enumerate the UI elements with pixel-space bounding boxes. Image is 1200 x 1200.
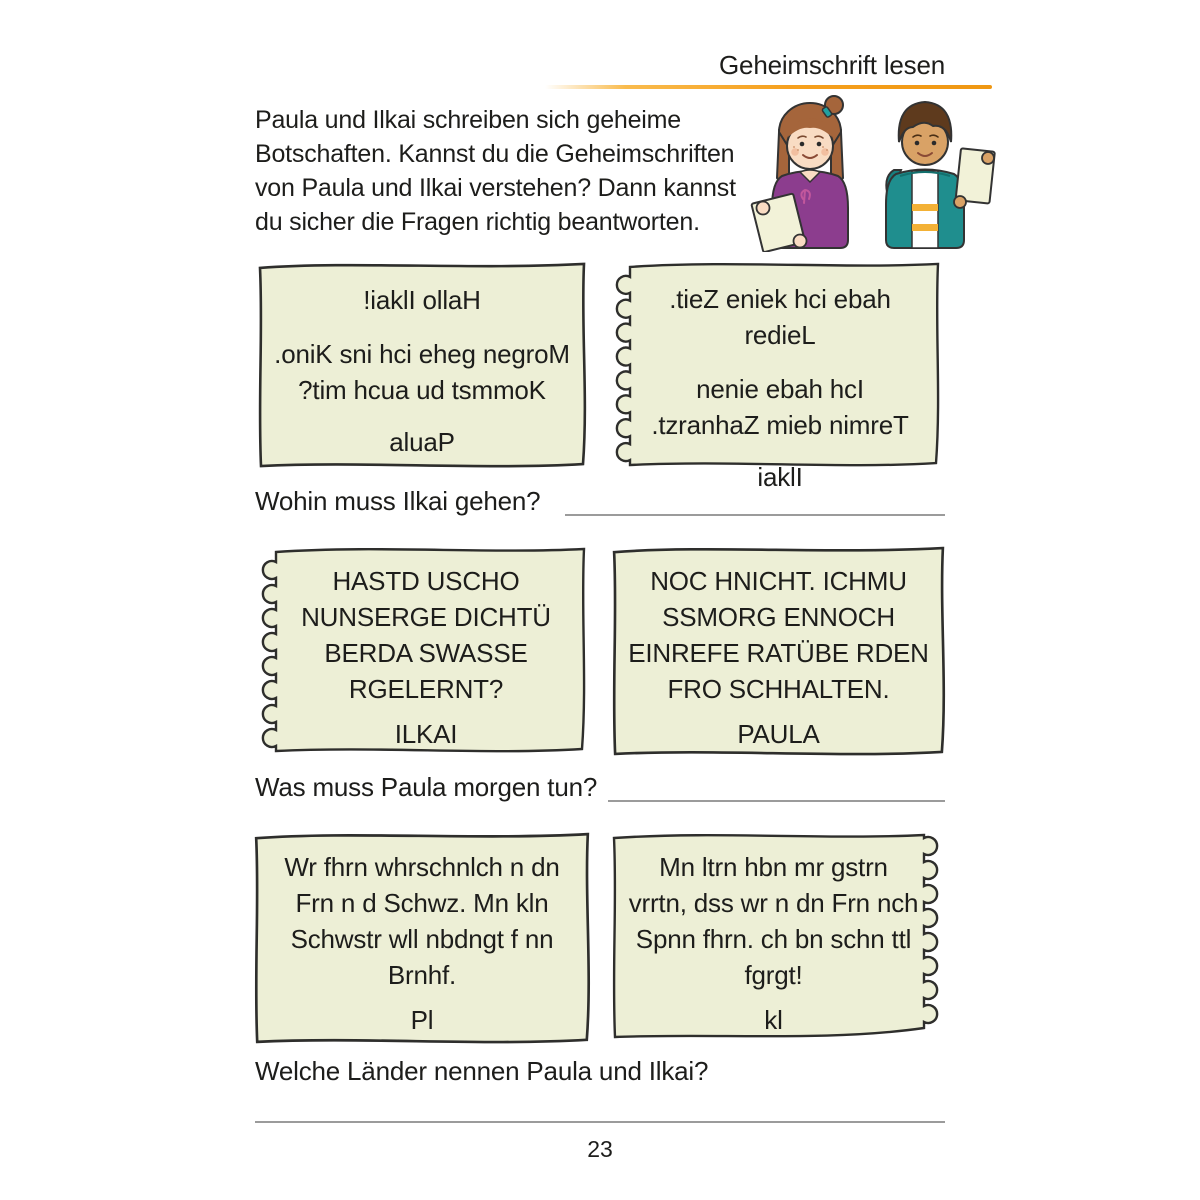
note-text [628, 828, 919, 1046]
question-2-answer-line[interactable] [608, 800, 945, 802]
intro-line: du sicher die Fragen richtig beantworten. [255, 208, 700, 236]
question-1-answer-line[interactable] [565, 514, 945, 516]
note-line: Schwstr wll nbdngt f nn [290, 924, 554, 954]
note-line: HASTD USCHO [332, 566, 520, 596]
secret-note-ilkai-3 [606, 828, 953, 1046]
note-line: Wr fhrn whrschnlch n dn [284, 852, 560, 882]
note-signature: aluaP [389, 427, 455, 457]
question-2-label: Was muss Paula morgen tun? [255, 772, 598, 802]
note-line: vrrtn, dss wr n dn Frn nch [628, 888, 919, 918]
note-signature: PAULA [737, 719, 820, 749]
secret-note-ilkai-2 [248, 542, 592, 758]
note-line: Frn n d Schwz. Mn kln [295, 888, 549, 918]
note-signature: iaklI [757, 462, 803, 492]
note-text [282, 542, 570, 758]
note-signature: kl [764, 1005, 783, 1035]
note-line: BERDA SWASSE [324, 638, 528, 668]
note-text [274, 258, 570, 471]
note-line: NOC HNICHT. ICHMU [650, 566, 907, 596]
intro-line: Botschaften. Kannst du die Geheimschriften [255, 140, 735, 168]
note-line: !iaklI ollaH [363, 285, 481, 315]
note-text [636, 257, 924, 492]
question-3-answer-line[interactable] [255, 1121, 945, 1123]
note-line: RGELERNT? [348, 674, 504, 704]
header-rule [545, 85, 992, 89]
note-line: fgrgt! [744, 960, 803, 990]
note-line: .oniK sni hci eheg negroM [274, 339, 570, 369]
note-line: EINREFE RATÜBE RDEN [628, 638, 929, 668]
children-illustration [748, 90, 996, 252]
note-line: .tieZ eniek hci ebah redieL [669, 284, 891, 350]
note-text [628, 542, 929, 759]
secret-note-paula-2 [606, 542, 951, 759]
page-title: Geheimschrift lesen [719, 50, 945, 80]
secret-note-paula-1 [252, 258, 592, 471]
note-line: SSMORG ENNOCH [662, 602, 895, 632]
secret-note-paula-3 [248, 828, 596, 1047]
note-line: .tzranhaZ mieb nimreT [651, 410, 909, 440]
note-signature: ILKAI [394, 719, 458, 749]
question-1-label: Wohin muss Ilkai gehen? [255, 486, 541, 516]
note-line: nenie ebah hcI [696, 374, 864, 404]
page-number: 23 [587, 1136, 613, 1162]
children-illustration-svg [748, 90, 996, 252]
girl-illustration [751, 96, 848, 252]
note-signature: Pl [410, 1005, 434, 1035]
note-line: Mn ltrn hbn mr gstrn [659, 852, 888, 882]
note-line: FRO SCHHALTEN. [667, 674, 890, 704]
question-3-label: Welche Länder nennen Paula und Ilkai? [255, 1056, 709, 1086]
intro-line: von Paula und Ilkai verstehen? Dann kannst [255, 174, 736, 202]
intro-line: Paula und Ilkai schreiben sich geheime [255, 106, 681, 134]
intro-paragraph [255, 103, 785, 239]
note-line: ?tim hcua ud tsmmoK [298, 375, 546, 405]
note-text [270, 828, 574, 1047]
boy-illustration [886, 102, 995, 248]
note-line: NUNSERGE DICHTÜ [301, 602, 551, 632]
secret-note-ilkai-1 [602, 257, 946, 492]
note-line: Brnhf. [387, 960, 457, 990]
note-line: Spnn fhrn. ch bn schn ttl [635, 924, 912, 954]
